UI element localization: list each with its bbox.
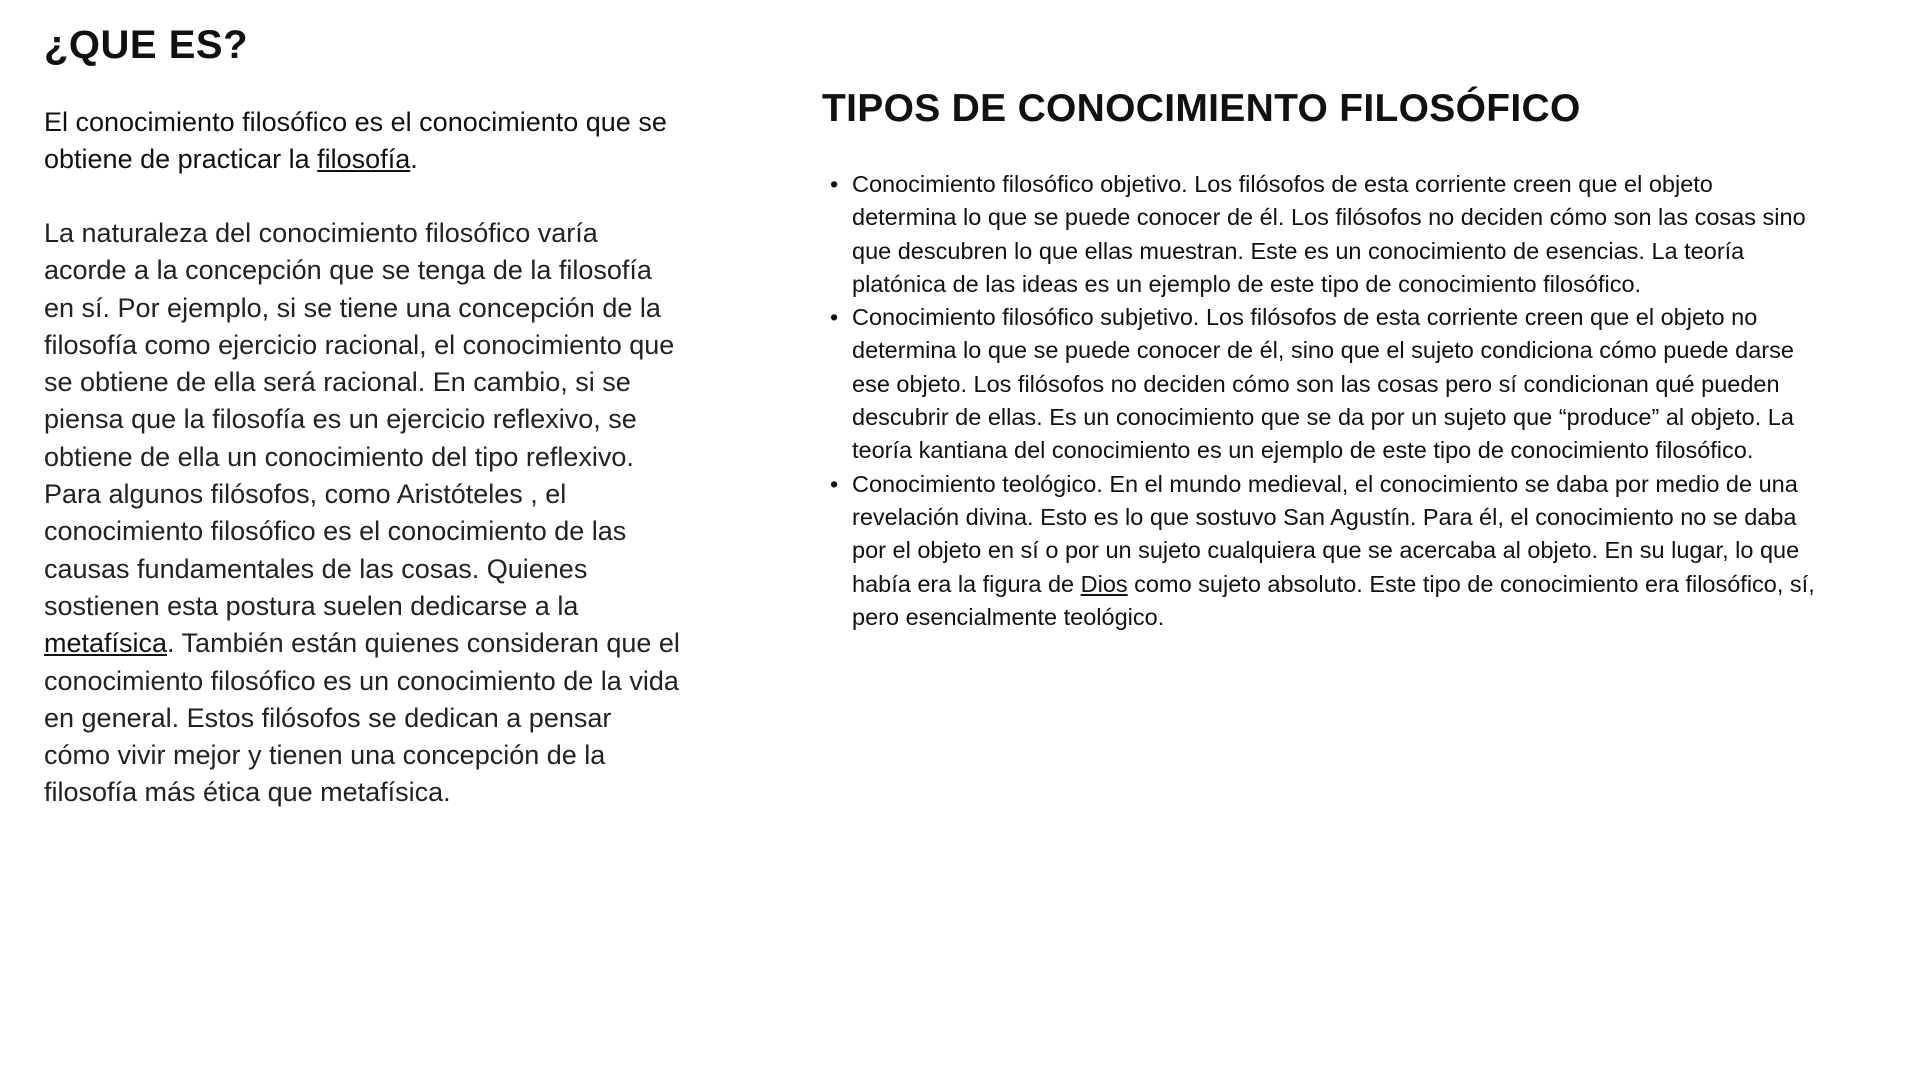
intro-paragraph — [44, 104, 684, 178]
bullet-icon: • — [830, 304, 839, 331]
list-item-text-end: como sujeto absoluto. Este tipo de conocimiento era filosófico, sí, pero esencialmente teológico. — [852, 570, 1815, 630]
list-item-teologico — [822, 468, 1822, 634]
body-text-end: . También están quienes consideran que el conocimiento filosófico es un conocimiento de la vida en general. Estos filósofos se dedican a pensar cómo vivir mejor y tienen una concepción de la filosofía más ética que metafísica. — [44, 628, 680, 808]
metafisica-link[interactable]: metafísica — [44, 628, 168, 659]
body-text: La naturaleza del conocimiento filosófico varía acorde a la concepción que se tenga de la filosofía en sí. Por ejemplo, si se tiene una concepción de la filosofía como ejercicio racional, el conocimiento que se obtiene de ella será racional. En cambio, si se piensa que la filosofía es un ejercicio reflexivo, se obtiene de ella un conocimiento del tipo reflexivo. Para algunos filósofos, como Aristóteles , el conocimiento filosófico es el conocimiento de las causas fundamentales de las cosas. Quienes sostienen esta postura suelen dedicarse a la — [44, 218, 675, 621]
dios-link[interactable]: Dios — [1080, 570, 1128, 597]
bullet-icon: • — [830, 470, 839, 497]
list-item-text: Conocimiento filosófico subjetivo. Los filósofos de esta corriente creen que el objeto no determina lo que se puede conocer de él, sino que el sujeto condiciona cómo puede darse ese objeto. Los filósofos no deciden cómo son las cosas pero sí condicionan qué pueden descubrir de ellas. Es un conocimiento que se da por un sujeto que “produce” al objeto. La teoría kantiana del conocimiento es un ejemplo de este tipo de conocimiento filosófico. — [852, 304, 1794, 464]
types-list — [822, 168, 1822, 634]
list-item-text: Conocimiento teológico. En el mundo medieval, el conocimiento se daba por medio de una revelación divina. Esto es lo que sostuvo San Agustín. Para él, el conocimiento no se daba por el objeto en sí o por un sujeto cualquiera que se acercaba al objeto. En su lugar, lo que había era la figura de — [852, 470, 1800, 597]
section-title: TIPOS DE CONOCIMIENTO FILOSÓFICO — [822, 87, 1581, 130]
bullet-icon: • — [830, 171, 839, 197]
body-paragraph — [44, 215, 684, 812]
left-column — [44, 18, 684, 812]
list-item-subjetivo — [822, 301, 1822, 467]
list-item-objetivo — [822, 168, 1822, 301]
intro-text: El conocimiento filosófico es el conocimiento que se obtiene de practicar la — [44, 107, 667, 174]
intro-text-end: . — [410, 144, 418, 174]
list-item-text: Conocimiento filosófico objetivo. Los filósofos de esta corriente creen que el objeto determina lo que se puede conocer de él. Los filósofos no deciden cómo son las cosas sino que descubren lo que ellas muestran. Este es un conocimiento de esencias. La teoría platónica de las ideas es un ejemplo de este tipo de conocimiento filosófico. — [852, 171, 1806, 297]
filosofia-link[interactable]: filosofía — [317, 144, 411, 174]
right-column — [822, 82, 1822, 634]
page-title: ¿QUE ES? — [44, 23, 249, 67]
